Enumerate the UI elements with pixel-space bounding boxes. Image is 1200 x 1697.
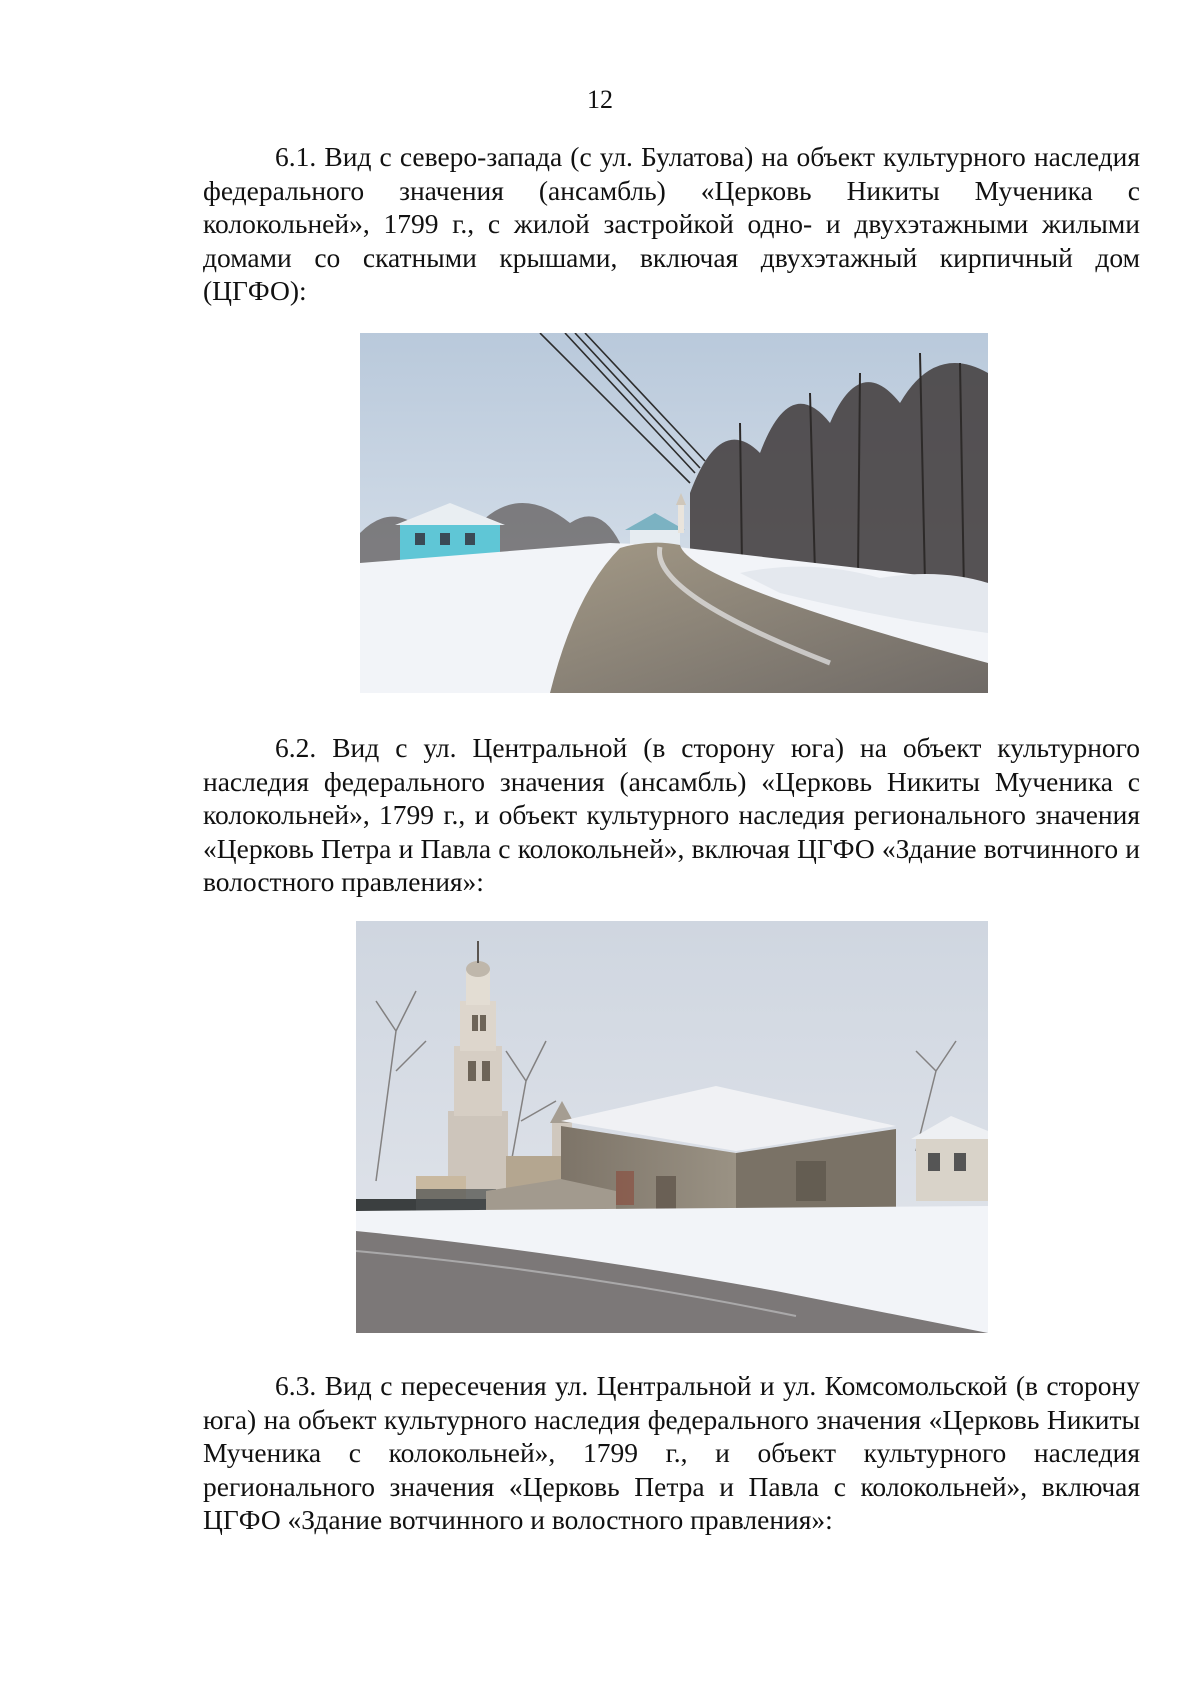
photo-6-2-illustration [356, 921, 988, 1333]
photo-6-2-church-and-building [356, 921, 988, 1333]
section-6-2-text: 6.2. Вид с ул. Центральной (в сторону юга) на объект культурного наследия федерального значения (ансамбль) «Церковь Никиты Мученика с колокольней», 1799 г., и объект культурного наследия регионального значения «Церковь Петра и Павла с колокольней», включая ЦГФО «Здание вотчинного и волостного правления»: [203, 732, 1140, 897]
section-6-3-text: 6.3. Вид с пересечения ул. Центральной и ул. Комсомольской (в сторону юга) на объект культурного наследия федерального значения «Церковь Никиты Мученика с колокольней», 1799 г., и объект культурного наследия регионального значения «Церковь Петра и Павла с колокольней», включая ЦГФО «Здание вотчинного и волостного правления»: [203, 1370, 1140, 1535]
photo-6-1-winter-street-view [360, 333, 988, 693]
page-number: 12 [587, 85, 613, 114]
section-6-1-text: 6.1. Вид с северо-запада (с ул. Булатова) на объект культурного наследия федерального значения (ансамбль) «Церковь Никиты Мученика с колокольней», 1799 г., с жилой застройкой одно- и двухэтажными жилыми домами со скатными крышами, включая двухэтажный кирпичный дом (ЦГФО): [203, 141, 1140, 306]
photo-6-1-illustration [360, 333, 988, 693]
